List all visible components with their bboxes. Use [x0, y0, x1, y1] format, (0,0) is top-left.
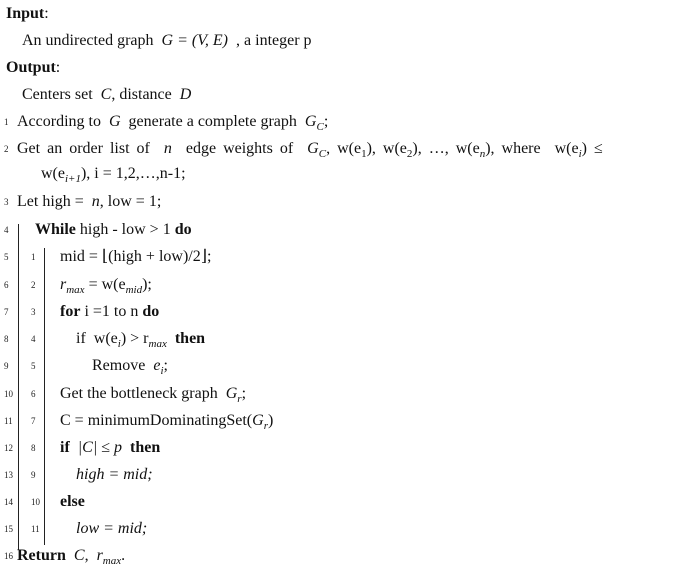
algo-line-5: mid = ⌊(high + low)/2⌋; — [60, 248, 212, 265]
line-number: 12 — [4, 443, 13, 453]
algo-line-16: Return C, $r_{max}$. — [17, 547, 126, 567]
while-block-bar — [18, 224, 19, 550]
line-number: 2 — [4, 144, 9, 154]
algo-line-2-cont: $w(e_{i+1})$, i = 1,2,…,n-1; — [41, 165, 186, 185]
line-number: 7 — [4, 307, 9, 317]
line-number: 3 — [4, 197, 9, 207]
input-heading: Input: — [6, 5, 49, 22]
inner-line-number: 10 — [31, 497, 40, 507]
algo-line-6: $r_{max} = w(e_{mid})$; — [60, 276, 152, 296]
output-description: Centers set C, distance D — [22, 86, 192, 103]
inner-line-number: 5 — [31, 361, 36, 371]
inner-line-number: 4 — [31, 334, 36, 344]
inner-block-bar — [44, 248, 45, 545]
inner-line-number: 7 — [31, 416, 36, 426]
algo-line-10: Get the bottleneck graph $G_r$; — [60, 385, 247, 405]
algo-line-9: Remove $e_i$; — [92, 357, 168, 377]
line-number: 4 — [4, 225, 9, 235]
inner-line-number: 1 — [31, 252, 36, 262]
algo-line-14: else — [60, 493, 85, 510]
algo-line-8: if $w(e_i) > r_{max}$ then — [76, 330, 206, 350]
line-number: 10 — [4, 389, 13, 399]
line-number: 11 — [4, 416, 13, 426]
algo-line-13: high = mid; — [76, 466, 153, 483]
inner-line-number: 3 — [31, 307, 36, 317]
algo-line-2: Get an order list of n edge weights of $G_C$, $w(e_1)$, $w(e_2)$, …, $w(e_n)$, where $w(e_i)$ ≤ — [17, 140, 603, 160]
inner-line-number: 8 — [31, 443, 36, 453]
line-number: 5 — [4, 252, 9, 262]
inner-line-number: 11 — [31, 524, 40, 534]
inner-line-number: 9 — [31, 470, 36, 480]
algo-line-15: low = mid; — [76, 520, 148, 537]
algo-line-1: According to G generate a complete graph $G_C$; — [17, 113, 329, 133]
output-heading: Output: — [6, 59, 61, 76]
algo-line-11: $C = minimumDominatingSet(G_r)$ — [60, 412, 274, 432]
algo-line-7: for i =1 to n do — [60, 303, 160, 320]
line-number: 15 — [4, 524, 13, 534]
inner-line-number: 6 — [31, 389, 36, 399]
line-number: 1 — [4, 117, 9, 127]
line-number: 6 — [4, 280, 9, 290]
line-number: 16 — [4, 551, 13, 561]
line-number: 8 — [4, 334, 9, 344]
line-number: 14 — [4, 497, 13, 507]
algo-line-4: While high - low > 1 do — [35, 221, 192, 238]
line-number: 13 — [4, 470, 13, 480]
algo-line-12: if |C| ≤ p then — [60, 439, 161, 456]
line-number: 9 — [4, 361, 9, 371]
inner-line-number: 2 — [31, 280, 36, 290]
algo-line-3: Let high = n, low = 1; — [17, 193, 162, 210]
input-description: An undirected graph G = (V, E) , a integer p — [22, 32, 312, 49]
